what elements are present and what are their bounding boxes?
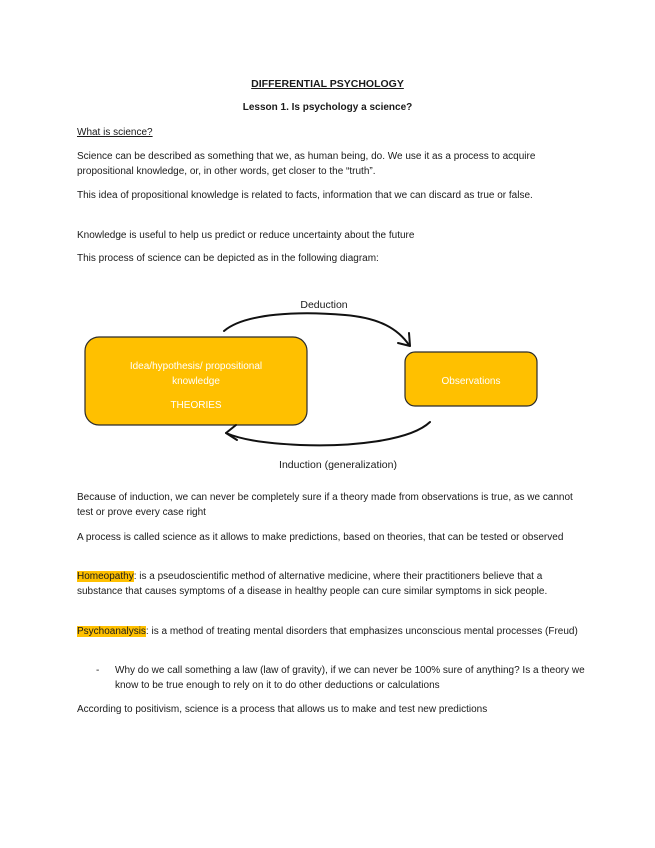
bullet-item bbox=[96, 663, 586, 693]
document-title: DIFFERENTIAL PSYCHOLOGY bbox=[251, 78, 404, 90]
section-heading: What is science? bbox=[77, 127, 153, 138]
bullet-text: Why do we call something a law (law of gravity), if we can never be 100% sure of anything? Is a theory we know to be true enough to rely on it to do other deductions or calculations bbox=[115, 665, 585, 691]
theories-box-text: Idea/hypothesis/ propositional knowledge bbox=[129, 361, 263, 387]
bullet-marker: - bbox=[96, 665, 100, 676]
observations-box-label: Observations bbox=[441, 376, 501, 387]
paragraph-diagram-intro: This process of science can be depicted as in the following diagram: bbox=[77, 253, 379, 264]
definition-homeopathy bbox=[77, 569, 582, 599]
paragraph-knowledge-useful: Knowledge is useful to help us predict or reduce uncertainty about the future bbox=[77, 230, 415, 241]
paragraph-propositional-knowledge: This idea of propositional knowledge is related to facts, information that we can discard as true or false. bbox=[77, 190, 533, 201]
definition-psychoanalysis bbox=[77, 624, 582, 639]
induction-label: Induction (generalization) bbox=[279, 459, 397, 471]
paragraph-induction: Because of induction, we can never be completely sure if a theory made from observations is true, as we cannot test or prove every case right bbox=[77, 492, 573, 518]
lesson-title: Lesson 1. Is psychology a science? bbox=[242, 102, 413, 113]
paragraph-science-definition: Science can be described as something that we, as human being, do. We use it as a process to acquire propositional knowledge, or, in other words, get closer to the “truth”. bbox=[77, 151, 536, 177]
definition-psychoanalysis-text: : is a method of treating mental disorders that emphasizes unconscious mental processes (Freud) bbox=[145, 626, 578, 637]
paragraph-science-predictions: A process is called science as it allows to make predictions, based on theories, that can be tested or observed bbox=[77, 532, 564, 543]
definition-homeopathy-text: : is a pseudoscientific method of alternative medicine, where their practitioners believe that a substance that causes symptoms of a disease in healthy people can cure similar symptoms in sick people. bbox=[77, 571, 548, 597]
deduction-label: Deduction bbox=[300, 299, 348, 311]
term-psychoanalysis: Psychoanalysis bbox=[77, 626, 146, 637]
science-process-diagram bbox=[0, 285, 655, 480]
term-homeopathy: Homeopathy bbox=[77, 571, 134, 582]
theories-box-label: THEORIES bbox=[170, 400, 222, 411]
paragraph-positivism: According to positivism, science is a process that allows us to make and test new predictions bbox=[77, 704, 488, 715]
induction-arrowhead bbox=[226, 425, 237, 440]
